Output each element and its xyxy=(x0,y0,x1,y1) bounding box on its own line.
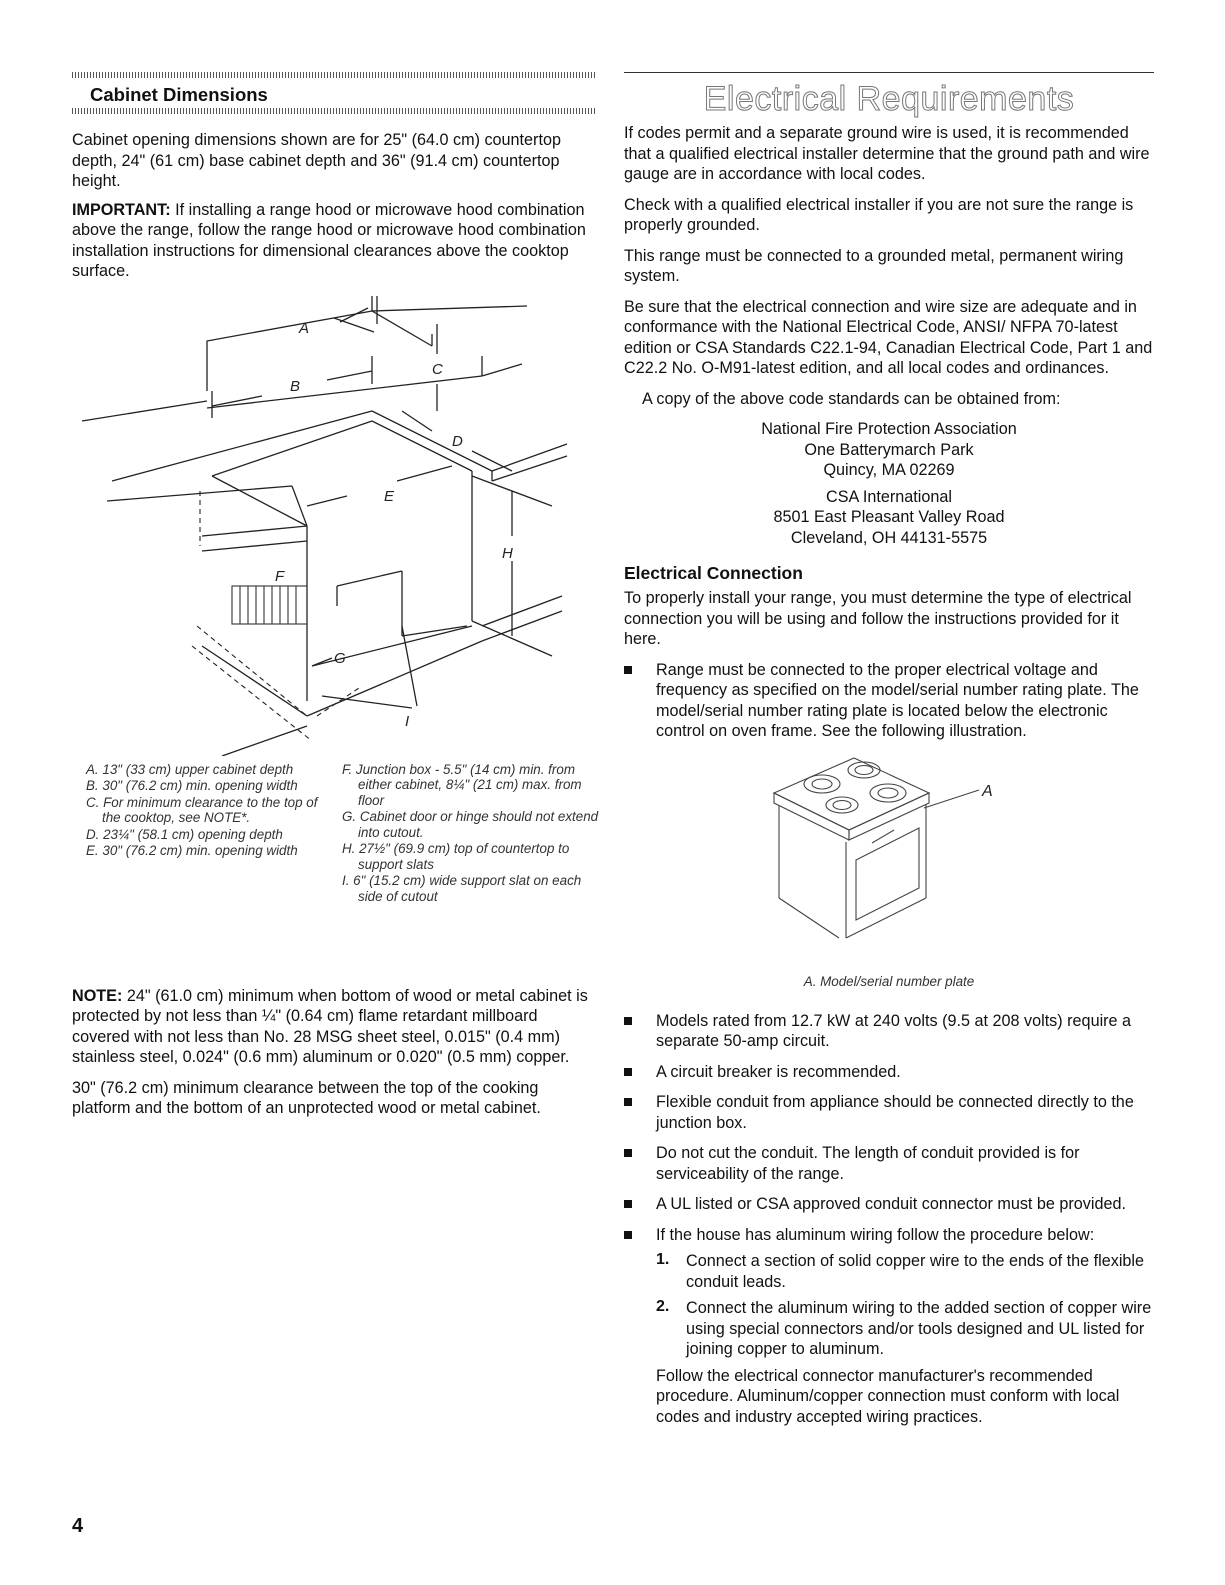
connection-title: Electrical Connection xyxy=(624,563,803,583)
important-note xyxy=(72,200,597,282)
connection-intro: To properly install your range, you must determine the type of electrical connection you will be using and follow the instructions provided for it here. xyxy=(624,589,1132,648)
bullet-item: If the house has aluminum wiring follow the procedure below: xyxy=(624,1225,1154,1246)
legend-item: E. 30" (76.2 cm) min. opening width xyxy=(86,843,298,858)
legend-left xyxy=(86,762,336,860)
diagram-label-a: A xyxy=(299,319,310,337)
electrical-section xyxy=(624,72,1154,1427)
address-line: One Batterymarch Park xyxy=(804,440,974,459)
address-line: National Fire Protection Association xyxy=(761,420,1017,438)
address-nfpa xyxy=(624,419,1154,481)
cabinet-intro: Cabinet opening dimensions shown are for 25" (64.0 cm) countertop depth, 24" (61 cm) base cabinet depth and 36" (91.4 cm) countertop height. xyxy=(72,131,561,190)
clearance-text: 30" (76.2 cm) minimum clearance between the top of the cooking platform and the bottom of an unprotected wood or metal cabinet. xyxy=(72,1078,541,1117)
legend-item: F. Junction box - 5.5" (14 cm) min. from either cabinet, 8¼" (21 cm) max. from floor xyxy=(342,761,582,808)
bullet-item: Range must be connected to the proper electrical voltage and frequency as specified on the model/serial number rating plate. The model/serial number rating plate is located below the electronic control on oven frame. See the following illustration. xyxy=(624,660,1154,742)
diagram-label-e: E xyxy=(384,487,395,505)
important-text: If installing a range hood or microwave hood combination above the range, follow the range hood or microwave hood combination installation instructions for dimensional clearances above the cooktop surface. xyxy=(72,200,586,280)
address-line: Quincy, MA 02269 xyxy=(823,461,955,479)
legend-item: A. 13" (33 cm) upper cabinet depth xyxy=(86,761,294,777)
diagram-label-g: G xyxy=(334,649,346,667)
electrical-p3: This range must be connected to a grounded metal, permanent wiring system. xyxy=(624,246,1124,285)
junction-box xyxy=(232,586,307,624)
legend-item: D. 23¼" (58.1 cm) opening depth xyxy=(86,826,283,842)
diagram-label-d: D xyxy=(452,432,463,450)
step-text: Connect the aluminum wiring to the added section of copper wire using special connectors and/or tools designed and UL listed for joining copper to aluminum. xyxy=(686,1299,1152,1358)
section-rule xyxy=(624,72,1154,73)
range-caption: A. Model/serial number plate xyxy=(803,973,975,989)
hatch-rule xyxy=(72,72,597,78)
electrical-p2: Check with a qualified electrical installer if you are not sure the range is properly grounded. xyxy=(624,195,1134,234)
legend-item: G. Cabinet door or hinge should not extend into cutout. xyxy=(342,809,599,840)
diagram-label-b: B xyxy=(290,377,301,395)
hatch-rule xyxy=(72,108,597,114)
address-line: 8501 East Pleasant Valley Road xyxy=(773,508,1005,526)
cabinet-section xyxy=(72,72,597,1119)
legend-item: H. 27½" (69.9 cm) top of countertop to support slats xyxy=(342,841,570,872)
legend-item: I. 6" (15.2 cm) wide support slat on each side of cutout xyxy=(342,873,582,904)
electrical-p1: If codes permit and a separate ground wire is used, it is recommended that a qualified electrical installer determine that the ground path and wire gauge are in accordance with local codes. xyxy=(624,124,1150,183)
step-number: 1. xyxy=(656,1251,670,1268)
diagram-label-i: I xyxy=(405,712,410,730)
electrical-p5: A copy of the above code standards can be obtained from: xyxy=(642,389,1061,408)
bullet-item: A UL listed or CSA approved conduit connector must be provided. xyxy=(624,1194,1154,1215)
range-label-a: A xyxy=(982,782,993,800)
diagram-legend xyxy=(72,762,597,986)
bullet-item: Do not cut the conduit. The length of conduit provided is for serviceability of the range. xyxy=(624,1143,1154,1184)
bullet-item: Models rated from 12.7 kW at 240 volts (9.5 at 208 volts) require a separate 50-amp circuit. xyxy=(624,1011,1154,1052)
address-line: Cleveland, OH 44131-5575 xyxy=(790,528,988,547)
diagram-label-f: F xyxy=(275,567,285,585)
diagram-label-c: C xyxy=(432,360,443,378)
step-item xyxy=(656,1251,1154,1292)
note-label: NOTE: xyxy=(72,986,123,1005)
bullet-item: A circuit breaker is recommended. xyxy=(624,1062,1154,1083)
step-text: Connect a section of solid copper wire to the ends of the flexible conduit leads. xyxy=(686,1252,1145,1291)
diagram-label-h: H xyxy=(502,544,513,562)
electrical-title: Electrical Requirements xyxy=(703,80,1075,118)
cabinet-title: Cabinet Dimensions xyxy=(90,84,268,105)
range-illustration xyxy=(624,748,1154,968)
page-number: 4 xyxy=(72,1515,84,1537)
legend-item: C. For minimum clearance to the top of the cooktop, see NOTE*. xyxy=(86,794,318,825)
address-line: CSA International xyxy=(826,487,952,506)
note-text: 24" (61.0 cm) minimum when bottom of wood or metal cabinet is protected by not less than ¼" (0.64 cm) flame retardant millboard covered with not less than No. 28 MSG sheet steel, 0.015" (0.4 mm) stainless steel, 0.024" (0.6 mm) aluminum or 0.020" (0.5 mm) copper. xyxy=(72,986,588,1066)
important-label: IMPORTANT: xyxy=(72,200,171,219)
legend-right xyxy=(342,762,602,906)
cabinet-diagram xyxy=(72,296,597,756)
electrical-p4: Be sure that the electrical connection and wire size are adequate and in conformance with the National Electrical Code, ANSI/ NFPA 70-latest edition or CSA Standards C22.1-94, Canadian Electrical Code, Part 1 and C22.2 No. O-M91-latest edition, and all local codes and ordinances. xyxy=(624,297,1153,377)
closing-text: Follow the electrical connector manufacturer's recommended procedure. Aluminum/copper connection must conform with local codes and industry accepted wiring practices. xyxy=(656,1366,1120,1426)
bullet-item: Flexible conduit from appliance should be connected directly to the junction box. xyxy=(624,1092,1154,1133)
step-number: 2. xyxy=(656,1298,670,1315)
legend-item: B. 30" (76.2 cm) min. opening width xyxy=(86,778,298,793)
address-csa xyxy=(624,487,1154,549)
cabinet-note xyxy=(72,986,597,1068)
step-item xyxy=(656,1298,1154,1360)
